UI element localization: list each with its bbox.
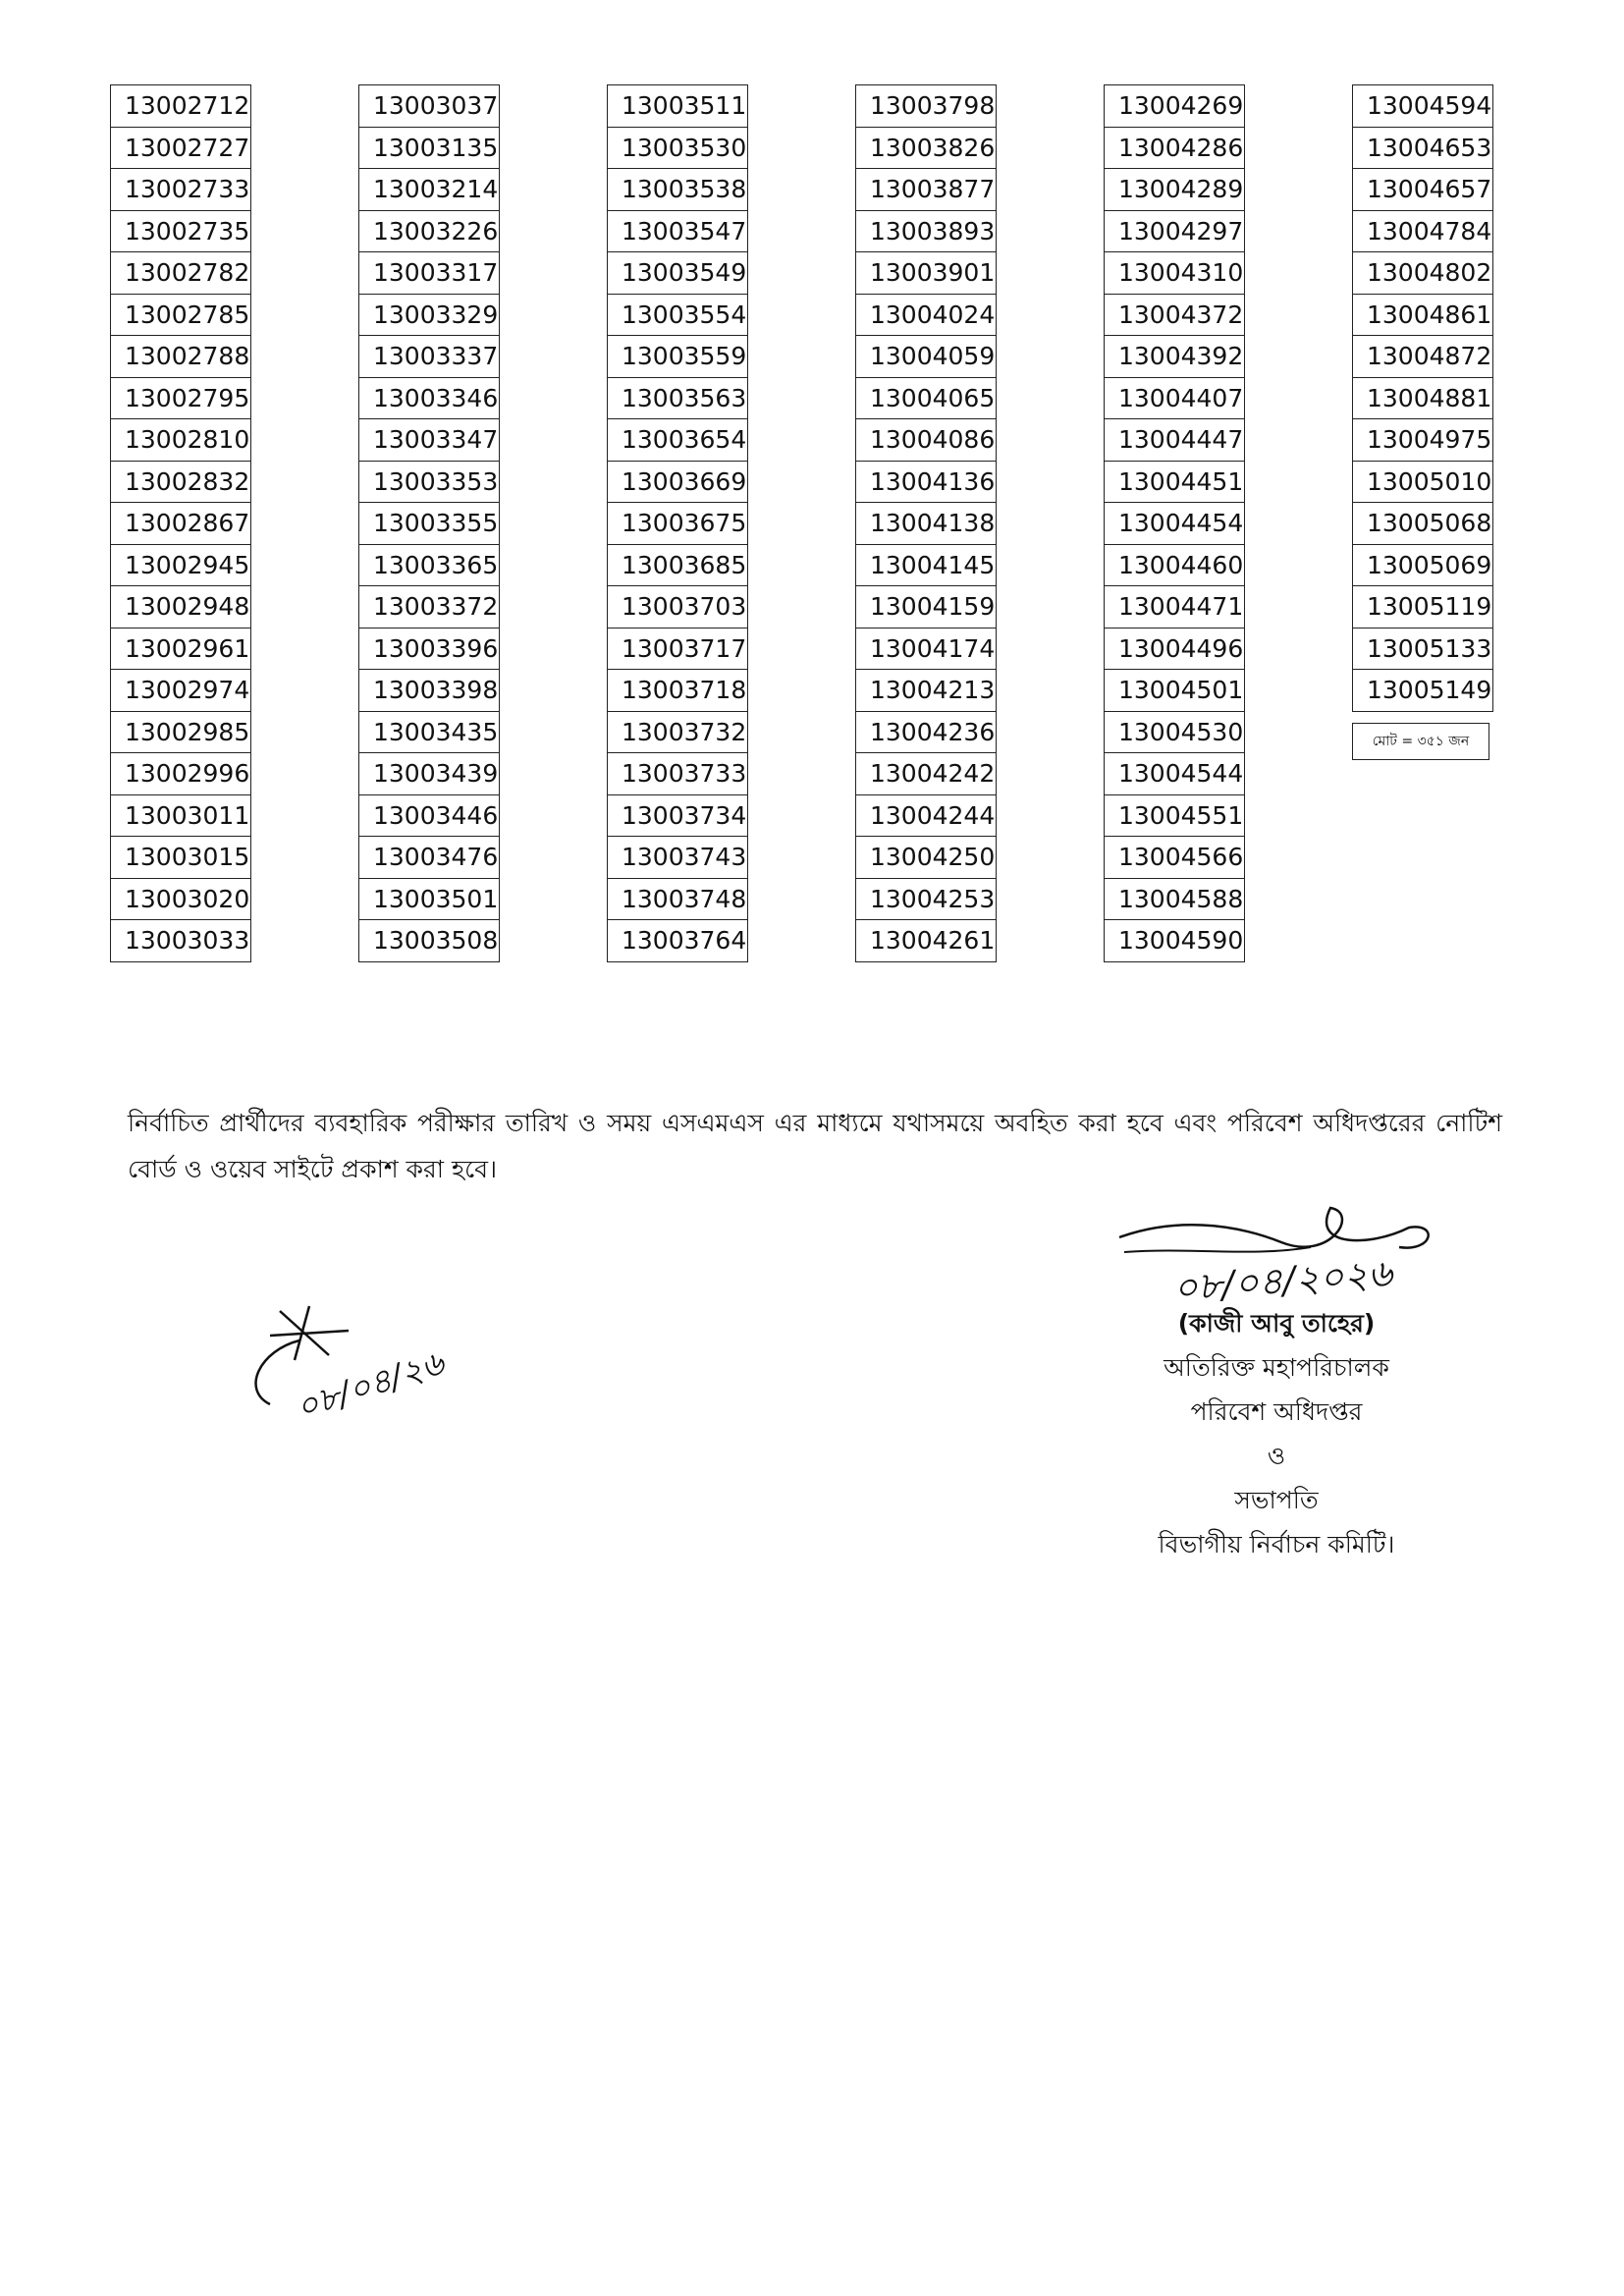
table-row [359, 419, 500, 462]
signatory-committee: বিভাগীয় নির্বাচন কমিটি। [1158, 1530, 1395, 1558]
table-row [856, 419, 997, 462]
table-row [111, 837, 251, 879]
roll-number-cell: 13003214 [359, 169, 500, 211]
table-row [359, 377, 500, 419]
roll-number-cell: 13004159 [856, 586, 997, 629]
roll-number-cell: 13002961 [111, 628, 251, 670]
signatory-name: (কাজী আবু তাহের) [1177, 1309, 1376, 1338]
table-row [359, 586, 500, 629]
table-row [111, 711, 251, 753]
roll-number-cell: 13004872 [1353, 336, 1493, 378]
roll-number-cell: 13003033 [111, 920, 251, 962]
roll-number-cell: 13003037 [359, 85, 500, 128]
table-row [1105, 670, 1245, 712]
table-row [1105, 169, 1245, 211]
roll-number-cell: 13003549 [608, 252, 748, 295]
roll-number-cell: 13003347 [359, 419, 500, 462]
signatory-block [1119, 1232, 1434, 1566]
table-row [608, 920, 748, 962]
table-row [608, 419, 748, 462]
roll-number-cell: 13004454 [1105, 503, 1245, 545]
table-row [856, 586, 997, 629]
table-row [111, 294, 251, 336]
roll-number-cell: 13004086 [856, 419, 997, 462]
roll-number-cell: 13002788 [111, 336, 251, 378]
table-row [1353, 377, 1493, 419]
roll-number-cell: 13002985 [111, 711, 251, 753]
table-row [608, 794, 748, 837]
roll-number-cell: 13004253 [856, 878, 997, 920]
roll-number-cell: 13004975 [1353, 419, 1493, 462]
roll-number-cell: 13003511 [608, 85, 748, 128]
table-row [1105, 837, 1245, 879]
roll-number-cell: 13003877 [856, 169, 997, 211]
roll-number-cell: 13003396 [359, 628, 500, 670]
table-row [1353, 127, 1493, 169]
roll-number-cell: 13004392 [1105, 336, 1245, 378]
roll-number-cell: 13004236 [856, 711, 997, 753]
total-count-box: মোট = ৩৫১ জন [1352, 723, 1489, 760]
roll-number-cell: 13004784 [1353, 210, 1493, 252]
table-row [1353, 670, 1493, 712]
table-row [111, 794, 251, 837]
table-row [359, 169, 500, 211]
table-row [359, 294, 500, 336]
table-row [1105, 336, 1245, 378]
roll-number-cell: 13003226 [359, 210, 500, 252]
table-row [1105, 753, 1245, 795]
table-row [1353, 586, 1493, 629]
table-row [359, 711, 500, 753]
roll-number-cell: 13003435 [359, 711, 500, 753]
roll-number-cell: 13003685 [608, 544, 748, 586]
table-row [856, 294, 997, 336]
roll-number-cell: 13002712 [111, 85, 251, 128]
roll-number-cell: 13003439 [359, 753, 500, 795]
table-row [111, 503, 251, 545]
roll-number-cell: 13003703 [608, 586, 748, 629]
roll-number-cell: 13002974 [111, 670, 251, 712]
table-row [608, 628, 748, 670]
roll-number-cell: 13004297 [1105, 210, 1245, 252]
table-row [856, 753, 997, 795]
table-row [1105, 628, 1245, 670]
roll-number-cell: 13004566 [1105, 837, 1245, 879]
roll-number-cell: 13003718 [608, 670, 748, 712]
table-row [111, 169, 251, 211]
roll-number-cell: 13005068 [1353, 503, 1493, 545]
roll-number-cell: 13003733 [608, 753, 748, 795]
roll-number-cell: 13003893 [856, 210, 997, 252]
table-row [111, 753, 251, 795]
roll-number-cell: 13005010 [1353, 461, 1493, 503]
roll-number-cell: 13004213 [856, 670, 997, 712]
table-row [359, 85, 500, 128]
table-row [111, 419, 251, 462]
table-row [1353, 252, 1493, 295]
table-row [608, 127, 748, 169]
roll-number-cell: 13004496 [1105, 628, 1245, 670]
table-row [856, 878, 997, 920]
roll-number-cell: 13004590 [1105, 920, 1245, 962]
roll-number-cell: 13003764 [608, 920, 748, 962]
roll-number-cell: 13003135 [359, 127, 500, 169]
table-row [1105, 586, 1245, 629]
roll-number-cell: 13003501 [359, 878, 500, 920]
table-row [359, 210, 500, 252]
roll-number-cell: 13002735 [111, 210, 251, 252]
table-row [856, 252, 997, 295]
roll-number-cell: 13004289 [1105, 169, 1245, 211]
table-row [111, 252, 251, 295]
roll-number-cell: 13003530 [608, 127, 748, 169]
table-row [359, 670, 500, 712]
table-row [111, 377, 251, 419]
roll-number-cell: 13004059 [856, 336, 997, 378]
roll-number-cell: 13005069 [1353, 544, 1493, 586]
table-row [608, 878, 748, 920]
roll-number-cell: 13004174 [856, 628, 997, 670]
roll-column-6 [1352, 84, 1493, 712]
table-row [856, 461, 997, 503]
roll-number-cell: 13003337 [359, 336, 500, 378]
roll-number-cell: 13003372 [359, 586, 500, 629]
roll-number-cell: 13003563 [608, 377, 748, 419]
table-row [359, 503, 500, 545]
roll-number-cell: 13003901 [856, 252, 997, 295]
roll-number-cell: 13003734 [608, 794, 748, 837]
roll-number-cell: 13004024 [856, 294, 997, 336]
roll-number-cell: 13005119 [1353, 586, 1493, 629]
roll-number-cell: 13004594 [1353, 85, 1493, 128]
table-row [111, 920, 251, 962]
table-row [111, 127, 251, 169]
roll-number-cell: 13004588 [1105, 878, 1245, 920]
roll-number-cell: 13004286 [1105, 127, 1245, 169]
roll-number-cell: 13004551 [1105, 794, 1245, 837]
roll-number-cell: 13003826 [856, 127, 997, 169]
signatory-conjunction: ও [1267, 1442, 1286, 1470]
table-row [359, 837, 500, 879]
roll-number-cell: 13005149 [1353, 670, 1493, 712]
table-row [608, 670, 748, 712]
table-row [359, 920, 500, 962]
roll-number-cell: 13002727 [111, 127, 251, 169]
signatory-office: পরিবেশ অধিদপ্তর [1190, 1397, 1363, 1426]
roll-number-cell: 13003020 [111, 878, 251, 920]
table-row [1105, 210, 1245, 252]
table-row [1105, 544, 1245, 586]
table-row [856, 628, 997, 670]
table-row [359, 794, 500, 837]
table-row [111, 544, 251, 586]
roll-number-cell: 13003353 [359, 461, 500, 503]
table-row [1105, 794, 1245, 837]
roll-number-cell: 13004138 [856, 503, 997, 545]
roll-number-cell: 13003559 [608, 336, 748, 378]
signatory-role: সভাপতি [1234, 1486, 1319, 1514]
table-row [111, 210, 251, 252]
roll-number-cell: 13003329 [359, 294, 500, 336]
table-row [856, 377, 997, 419]
table-row [1353, 85, 1493, 128]
table-row [1105, 127, 1245, 169]
roll-number-cell: 13004145 [856, 544, 997, 586]
roll-number-cell: 13004802 [1353, 252, 1493, 295]
table-row [1105, 920, 1245, 962]
table-row [856, 670, 997, 712]
table-row [856, 711, 997, 753]
roll-number-cell: 13002867 [111, 503, 251, 545]
roll-number-cell: 13003717 [608, 628, 748, 670]
table-row [856, 85, 997, 128]
table-row [1353, 336, 1493, 378]
signatory-designation: অতিরিক্ত মহাপরিচালক [1164, 1353, 1389, 1382]
table-row [1353, 210, 1493, 252]
table-row [1105, 878, 1245, 920]
table-row [608, 586, 748, 629]
roll-number-cell: 13004451 [1105, 461, 1245, 503]
table-row [1105, 252, 1245, 295]
roll-number-cell: 13003011 [111, 794, 251, 837]
table-row [856, 503, 997, 545]
table-row [1353, 628, 1493, 670]
roll-number-cell: 13003355 [359, 503, 500, 545]
table-row [856, 169, 997, 211]
table-row [856, 336, 997, 378]
roll-number-cell: 13004242 [856, 753, 997, 795]
notice-paragraph: নির্বাচিত প্রার্থীদের ব্যবহারিক পরীক্ষার তারিখ ও সময় এসএমএস এর মাধ্যমে যথাসময়ে অবহিত করা হবে এবং পরিবেশ অধিদপ্তরের নোটিশ বোর্ড ও ওয়েব সাইটে প্রকাশ করা হবে। [128, 1109, 1502, 1183]
table-row [856, 127, 997, 169]
roll-number-cell: 13004657 [1353, 169, 1493, 211]
table-row [608, 252, 748, 295]
roll-number-cell: 13004530 [1105, 711, 1245, 753]
table-row [359, 252, 500, 295]
table-row [359, 753, 500, 795]
table-row [608, 377, 748, 419]
table-row [1105, 461, 1245, 503]
roll-number-cell: 13004372 [1105, 294, 1245, 336]
roll-number-cell: 13003015 [111, 837, 251, 879]
roll-number-cell: 13003554 [608, 294, 748, 336]
roll-number-cell: 13003732 [608, 711, 748, 753]
roll-number-cell: 13002785 [111, 294, 251, 336]
roll-number-cell: 13003398 [359, 670, 500, 712]
roll-number-cell: 13003508 [359, 920, 500, 962]
table-row [608, 85, 748, 128]
roll-number-cell: 13003547 [608, 210, 748, 252]
roll-number-cell: 13004310 [1105, 252, 1245, 295]
left-signature-date: ০৮/০৪/২৬ [291, 1343, 450, 1429]
table-row [856, 920, 997, 962]
roll-column-3 [607, 84, 748, 962]
table-row [1105, 711, 1245, 753]
table-row [1353, 544, 1493, 586]
roll-number-cell: 13005133 [1353, 628, 1493, 670]
roll-number-cell: 13002782 [111, 252, 251, 295]
roll-number-cell: 13004269 [1105, 85, 1245, 128]
roll-number-cell: 13004501 [1105, 670, 1245, 712]
roll-column-2 [358, 84, 500, 962]
roll-number-cell: 13003669 [608, 461, 748, 503]
table-row [1105, 294, 1245, 336]
roll-number-cell: 13004136 [856, 461, 997, 503]
roll-number-cell: 13004261 [856, 920, 997, 962]
roll-number-cell: 13003654 [608, 419, 748, 462]
roll-column-1 [110, 84, 251, 962]
table-row [111, 628, 251, 670]
roll-number-cell: 13002948 [111, 586, 251, 629]
roll-number-cell: 13003798 [856, 85, 997, 128]
table-row [111, 670, 251, 712]
table-row [111, 461, 251, 503]
table-row [608, 753, 748, 795]
table-row [1105, 503, 1245, 545]
roll-column-4 [855, 84, 997, 962]
table-row [608, 169, 748, 211]
roll-number-cell: 13002832 [111, 461, 251, 503]
table-row [1353, 461, 1493, 503]
table-row [608, 461, 748, 503]
roll-number-cell: 13002996 [111, 753, 251, 795]
table-row [1353, 503, 1493, 545]
table-row [111, 85, 251, 128]
table-row [608, 837, 748, 879]
roll-number-cell: 13003317 [359, 252, 500, 295]
roll-number-cell: 13003346 [359, 377, 500, 419]
table-row [359, 878, 500, 920]
roll-number-cell: 13002795 [111, 377, 251, 419]
table-row [608, 294, 748, 336]
roll-number-cell: 13003538 [608, 169, 748, 211]
roll-number-cell: 13003748 [608, 878, 748, 920]
roll-number-cell: 13003476 [359, 837, 500, 879]
table-row [359, 544, 500, 586]
table-row [1353, 294, 1493, 336]
table-row [111, 336, 251, 378]
table-row [1105, 85, 1245, 128]
table-row [608, 336, 748, 378]
table-row [359, 336, 500, 378]
roll-number-cell: 13004861 [1353, 294, 1493, 336]
roll-number-cell: 13002733 [111, 169, 251, 211]
table-row [856, 544, 997, 586]
table-row [1105, 377, 1245, 419]
table-row [359, 127, 500, 169]
roll-number-cell: 13004653 [1353, 127, 1493, 169]
roll-number-cell: 13004447 [1105, 419, 1245, 462]
table-row [359, 461, 500, 503]
table-row [1353, 419, 1493, 462]
roll-number-cell: 13003365 [359, 544, 500, 586]
table-row [1353, 169, 1493, 211]
roll-number-cell: 13004407 [1105, 377, 1245, 419]
roll-column-5 [1104, 84, 1245, 962]
table-row [111, 878, 251, 920]
roll-number-cell: 13003743 [608, 837, 748, 879]
table-row [608, 210, 748, 252]
roll-number-cell: 13002945 [111, 544, 251, 586]
roll-number-cell: 13004881 [1353, 377, 1493, 419]
roll-number-cell: 13004460 [1105, 544, 1245, 586]
roll-number-cell: 13004250 [856, 837, 997, 879]
table-row [856, 794, 997, 837]
table-row [856, 210, 997, 252]
roll-number-cell: 13003675 [608, 503, 748, 545]
table-row [608, 503, 748, 545]
roll-number-cell: 13004544 [1105, 753, 1245, 795]
roll-number-cell: 13003446 [359, 794, 500, 837]
table-row [856, 837, 997, 879]
table-row [359, 628, 500, 670]
table-row [1105, 419, 1245, 462]
right-signature-date: ০৮/০৪/২০২৬ [1171, 1251, 1394, 1310]
roll-number-cell: 13004244 [856, 794, 997, 837]
roll-number-cell: 13002810 [111, 419, 251, 462]
table-row [111, 586, 251, 629]
roll-number-cell: 13004065 [856, 377, 997, 419]
table-row [608, 711, 748, 753]
table-row [608, 544, 748, 586]
roll-number-cell: 13004471 [1105, 586, 1245, 629]
